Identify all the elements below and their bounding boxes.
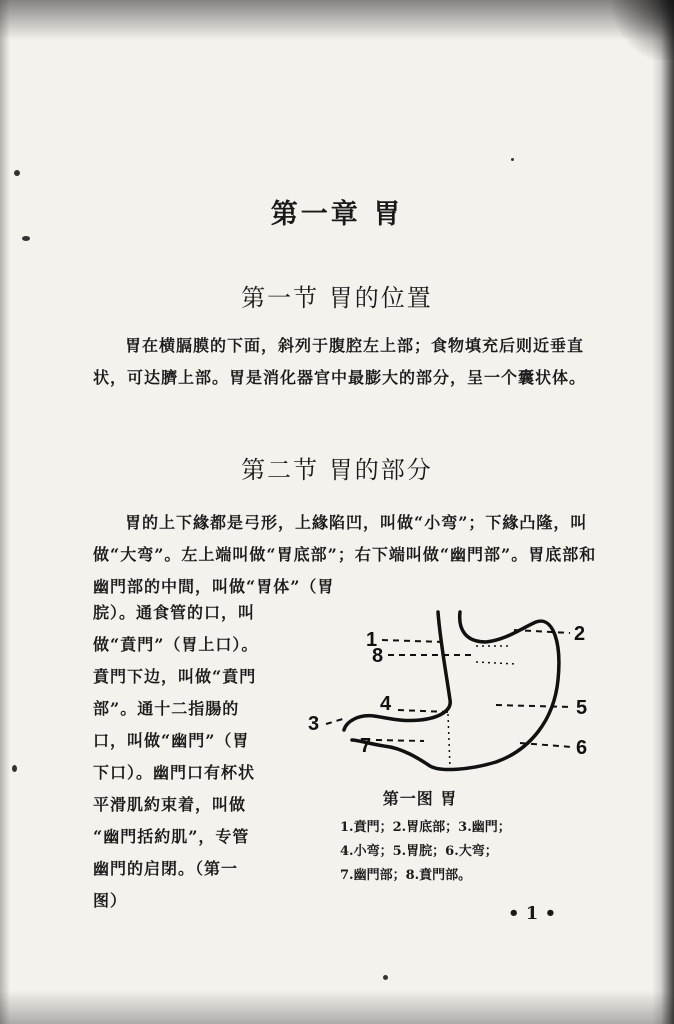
scan-shadow-left <box>0 0 10 1024</box>
legend-line: 1.賁門；2.胃底部；3.幽門； <box>340 820 511 835</box>
legend-line: 4.小弯；5.胃脘；6.大弯； <box>340 844 498 859</box>
label-7: 7 <box>360 735 372 757</box>
stomach-diagram <box>300 600 610 790</box>
text-line: 平滑肌約束着，叫做 <box>93 795 247 814</box>
paragraph-parts <box>93 507 599 603</box>
divider-pylorus <box>448 714 450 768</box>
text-line: 部”。通十二指腸的 <box>93 699 240 718</box>
text-line: “幽門括約肌”，专管 <box>93 827 250 846</box>
scan-speck <box>14 170 20 176</box>
scan-speck <box>12 765 17 772</box>
scan-speck <box>511 158 514 161</box>
paragraph-position <box>93 330 599 394</box>
leader-line-5 <box>496 705 572 707</box>
paragraph-parts-text: 胃的上下緣都是弓形，上緣陷凹，叫做“小弯”；下緣凸隆，叫做“大弯”。左上端叫做“胃底部”；右下端叫做“幽門部”。胃底部和幽門部的中間，叫做“胃体”（胃 <box>93 513 597 596</box>
scan-speck <box>22 236 30 241</box>
label-6: 6 <box>576 737 588 759</box>
divider-fundus <box>476 662 516 664</box>
figure-legend <box>340 816 560 888</box>
text-line: 图） <box>93 891 128 910</box>
text-line: 脘）。通食管的口，叫 <box>93 603 256 622</box>
scan-shadow-top <box>0 0 674 40</box>
label-3: 3 <box>308 713 320 735</box>
label-2: 2 <box>574 623 586 645</box>
leader-line-1 <box>382 640 444 642</box>
label-1: 1 <box>366 629 378 651</box>
scan-corner-shadow <box>604 0 674 60</box>
paragraph-position-text: 胃在横膈膜的下面，斜列于腹腔左上部；食物填充后则近垂直状，可达臍上部。胃是消化器官中最膨大的部分，呈一个囊状体。 <box>93 336 587 387</box>
scan-shadow-right <box>652 0 674 1024</box>
scan-shadow-bottom <box>0 990 674 1024</box>
leader-line-3 <box>326 718 346 724</box>
text-line: 下口）。幽門口有杯状 <box>93 763 256 782</box>
page-number-value: 1 <box>525 903 539 924</box>
text-line: 幽門的启閉。（第一 <box>93 859 239 878</box>
label-8: 8 <box>372 645 384 667</box>
text-line: 做“賁門”（胃上口）。 <box>93 635 259 654</box>
text-line: 賁門下边，叫做“賁門 <box>93 667 257 686</box>
legend-line: 7.幽門部；8.賁門部。 <box>340 868 472 883</box>
leader-line-7 <box>376 740 424 741</box>
greater-curvature-line <box>352 612 559 769</box>
paragraph-parts-continued <box>93 597 298 917</box>
label-4: 4 <box>380 693 392 715</box>
region-dividers <box>448 646 516 768</box>
scan-speck <box>383 975 388 980</box>
text-line: 口，叫做“幽門”（胃 <box>93 731 250 750</box>
section-title-parts: 第二节 胃的部分 <box>241 456 433 484</box>
figure-caption: 第一图 胃 <box>382 789 458 808</box>
section-title-position: 第一节 胃的位置 <box>241 284 433 312</box>
page-number: • 1 • <box>508 903 557 924</box>
chapter-title: 第一章 胃 <box>270 199 404 230</box>
leader-line-4 <box>398 710 448 712</box>
label-5: 5 <box>576 697 588 719</box>
